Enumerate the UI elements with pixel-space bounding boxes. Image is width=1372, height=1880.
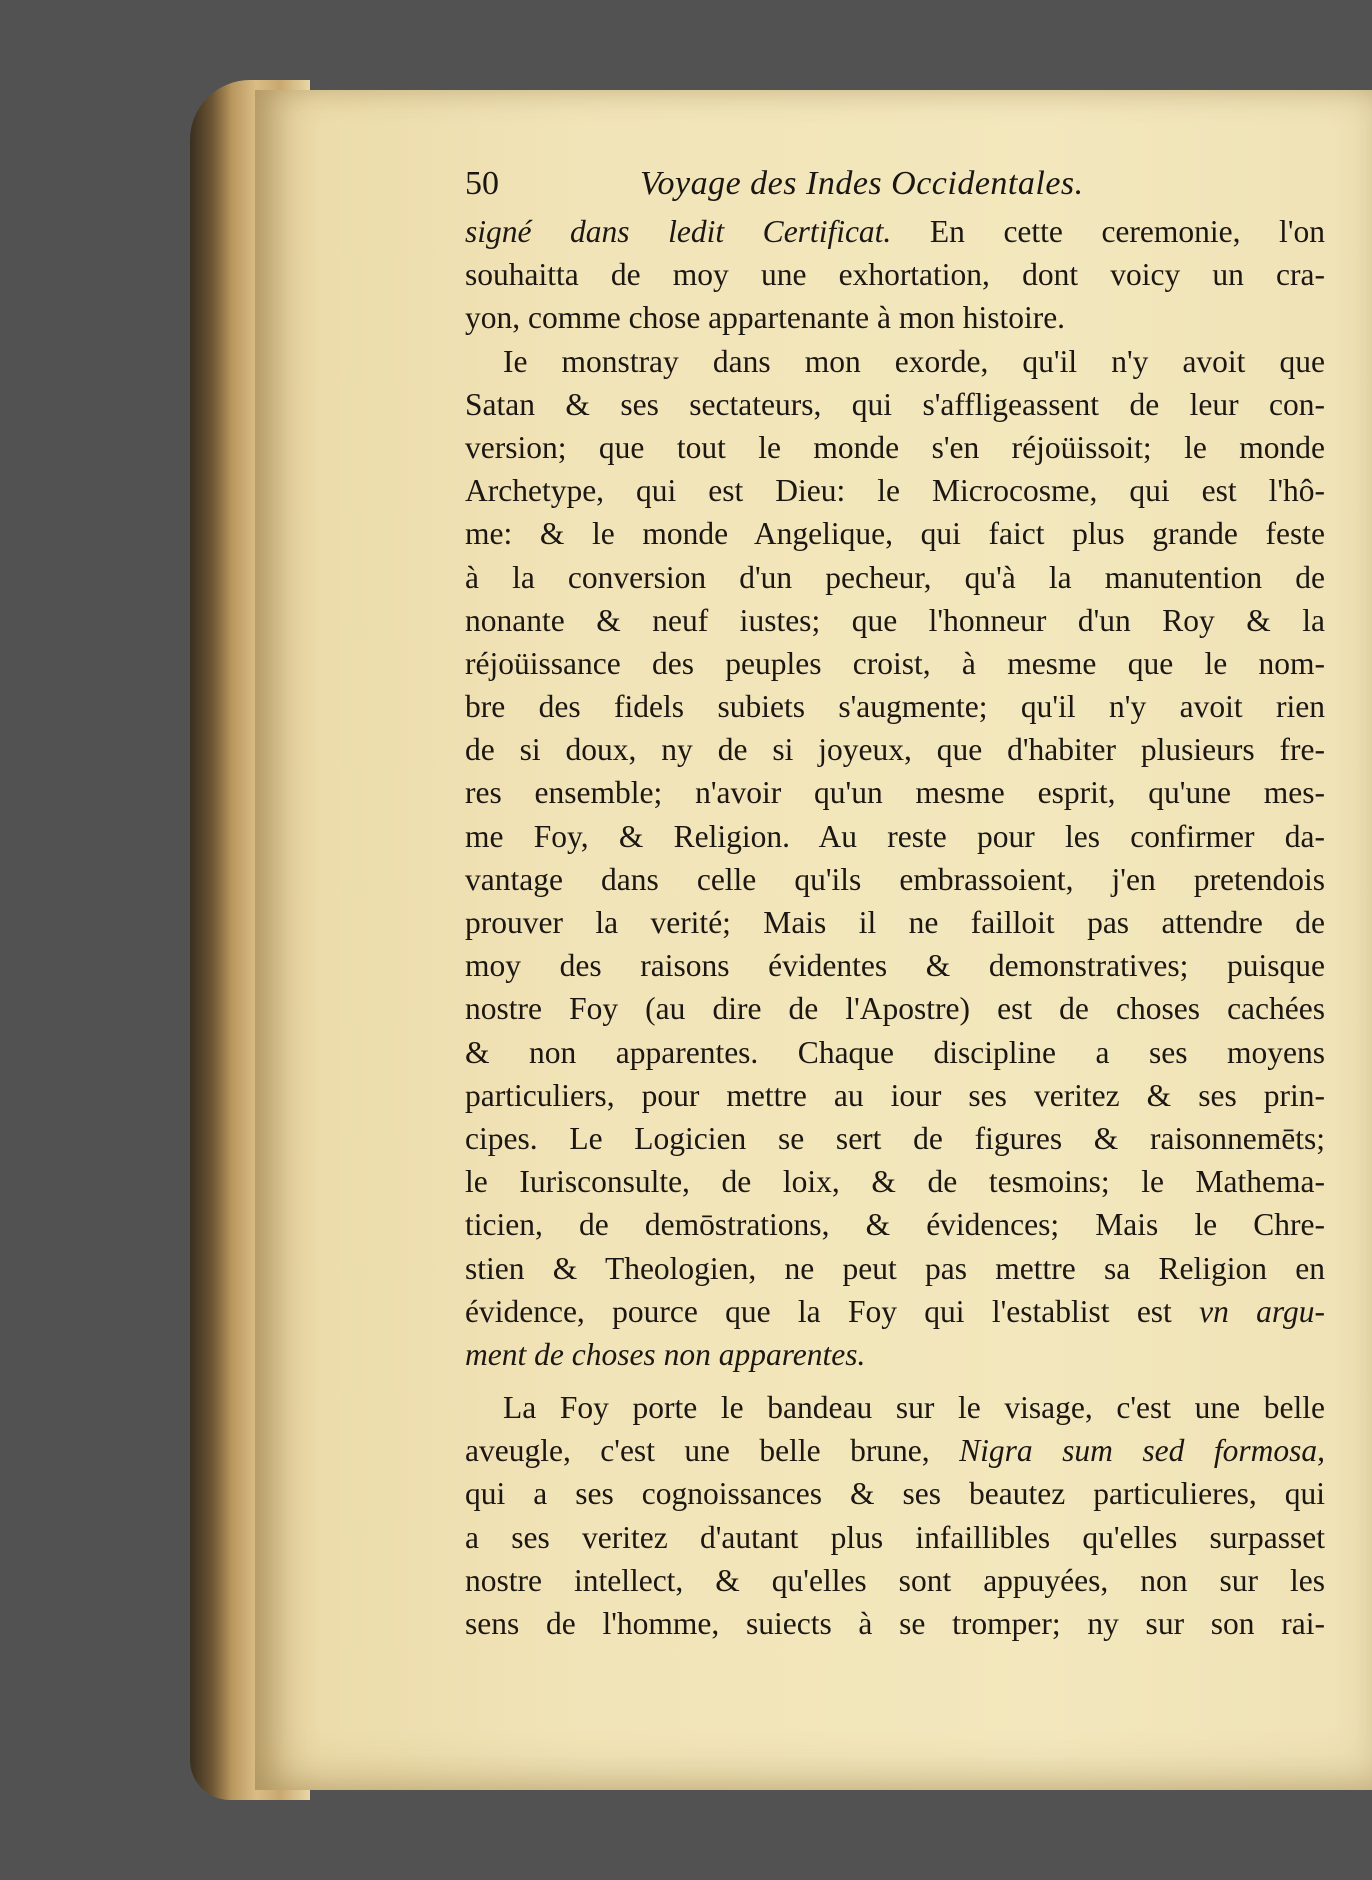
text-line xyxy=(465,1160,1325,1203)
text-segment: a ses veritez d'autant plus infaillibles qu'elles surpasset xyxy=(465,1519,1325,1555)
text-segment: & non apparentes. Chaque discipline a ses moyens xyxy=(465,1034,1325,1070)
text-segment: prouver la verité; Mais il ne failloit pas attendre de xyxy=(465,905,1325,940)
book-page xyxy=(255,90,1372,1790)
text-segment: cipes. Le Logicien se sert de figures & raisonnemēts; xyxy=(465,1120,1325,1156)
text-line xyxy=(465,1516,1325,1559)
italic-text: vn argu- xyxy=(1199,1293,1325,1329)
text-segment: En cette ceremonie, l'on xyxy=(891,214,1325,249)
text-segment: yon, comme chose appartenante à mon histoire. xyxy=(465,300,1066,336)
text-segment: stien & Theologien, ne peut pas mettre sa Religion en xyxy=(465,1250,1325,1286)
paragraph-1 xyxy=(465,210,1325,340)
italic-text: Nigra sum sed formosa, xyxy=(959,1433,1325,1469)
text-line xyxy=(465,901,1325,944)
text-segment: le Iurisconsulte, de loix, & de tesmoins; le Mathema- xyxy=(465,1164,1325,1200)
text-segment: vantage dans celle qu'ils embrassoient, j'en pretendois xyxy=(465,861,1325,897)
running-title: Voyage des Indes Occidentales. xyxy=(640,165,1084,202)
text-line xyxy=(465,642,1325,685)
italic-text: ment de choses non apparentes. xyxy=(465,1336,866,1372)
text-line xyxy=(465,1290,1325,1333)
page-number: 50 xyxy=(465,165,499,202)
text-line xyxy=(465,1333,1325,1376)
text-segment: nostre Foy (au dire de l'Apostre) est de choses cachées xyxy=(465,991,1325,1027)
text-line xyxy=(465,210,1325,253)
text-segment: sens de l'homme, suiects à se tromper; ny sur son rai- xyxy=(465,1606,1325,1641)
italic-text: signé dans ledit Certificat. xyxy=(465,214,892,249)
text-line xyxy=(465,1203,1325,1246)
text-line xyxy=(465,987,1325,1030)
text-segment: à la conversion d'un pecheur, qu'à la manutention de xyxy=(465,559,1325,595)
text-line xyxy=(465,815,1325,858)
text-line xyxy=(465,556,1325,599)
text-segment: me Foy, & Religion. Au reste pour les confirmer da- xyxy=(465,818,1325,854)
text-segment: version; que tout le monde s'en réjoüissoit; le monde xyxy=(465,429,1325,465)
text-line xyxy=(465,1429,1325,1472)
text-line xyxy=(465,1559,1325,1602)
paragraph-gap xyxy=(465,1376,1325,1386)
text-line xyxy=(465,728,1325,771)
page-text-block xyxy=(465,90,1325,1790)
text-segment: moy des raisons évidentes & demonstratives; puisque xyxy=(465,948,1325,984)
text-line xyxy=(465,1247,1325,1290)
text-segment: ticien, de demōstrations, & évidences; Mais le Chre- xyxy=(465,1207,1325,1243)
text-line xyxy=(465,512,1325,555)
text-segment: aveugle, c'est une belle brune, xyxy=(465,1433,960,1469)
text-line xyxy=(465,253,1325,296)
text-line xyxy=(465,685,1325,728)
text-line xyxy=(465,383,1325,426)
text-line xyxy=(465,599,1325,642)
text-line xyxy=(465,944,1325,987)
text-segment: La Foy porte le bandeau sur le visage, c'est une belle xyxy=(503,1390,1325,1426)
text-line xyxy=(465,1386,1325,1429)
text-segment: nonante & neuf iustes; que l'honneur d'un Roy & la xyxy=(465,602,1325,638)
text-line xyxy=(465,858,1325,901)
text-segment: Satan & ses sectateurs, qui s'affligeassent de leur con- xyxy=(465,386,1325,422)
running-head xyxy=(465,165,1325,205)
text-line xyxy=(465,469,1325,512)
text-line xyxy=(465,426,1325,469)
paragraph-3 xyxy=(465,1386,1325,1645)
text-segment: évidence, pource que la Foy qui l'establist est xyxy=(465,1293,1200,1329)
text-segment: bre des fidels subiets s'augmente; qu'il n'y avoit rien xyxy=(465,689,1325,725)
text-segment: Ie monstray dans mon exorde, qu'il n'y avoit que xyxy=(503,343,1325,379)
text-line xyxy=(465,1031,1325,1074)
text-segment: nostre intellect, & qu'elles sont appuyées, non sur les xyxy=(465,1562,1325,1598)
text-segment: me: & le monde Angelique, qui faict plus grande feste xyxy=(465,516,1325,552)
text-line xyxy=(465,1602,1325,1645)
text-segment: réjoüissance des peuples croist, à mesme que le nom- xyxy=(465,645,1325,681)
text-line xyxy=(465,1117,1325,1160)
text-line xyxy=(465,296,1325,339)
text-segment: res ensemble; n'avoir qu'un mesme esprit, qu'une mes- xyxy=(465,775,1325,811)
text-line xyxy=(465,771,1325,814)
text-segment: souhaitta de moy une exhortation, dont voicy un cra- xyxy=(465,257,1325,293)
paragraph-2 xyxy=(465,340,1325,1377)
text-segment: Archetype, qui est Dieu: le Microcosme, qui est l'hô- xyxy=(465,473,1325,509)
text-segment: de si doux, ny de si joyeux, que d'habiter plusieurs fre- xyxy=(465,732,1325,768)
text-line xyxy=(465,340,1325,383)
text-line xyxy=(465,1074,1325,1117)
text-segment: particuliers, pour mettre au iour ses veritez & ses prin- xyxy=(465,1077,1325,1113)
text-segment: qui a ses cognoissances & ses beautez particulieres, qui xyxy=(465,1476,1325,1512)
body-text xyxy=(465,210,1325,1645)
text-line xyxy=(465,1472,1325,1515)
